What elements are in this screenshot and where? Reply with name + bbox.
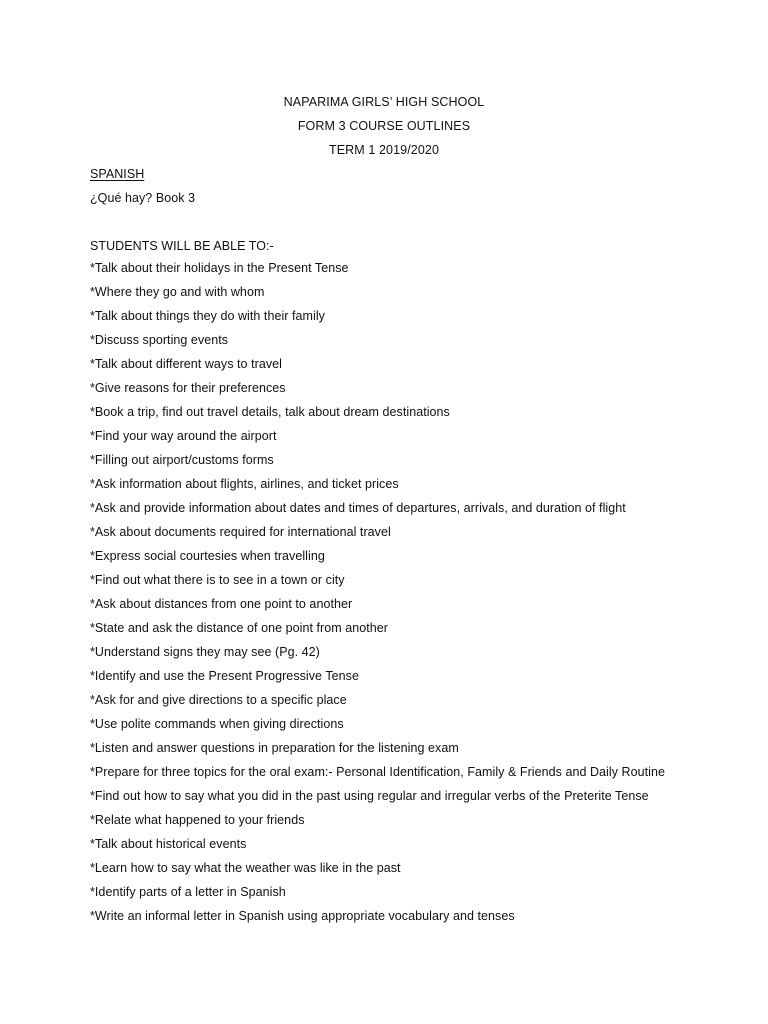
textbook-title: ¿Qué hay? Book 3 — [90, 191, 196, 205]
objective-item: *Find your way around the airport — [90, 429, 277, 443]
objective-item: *Express social courtesies when travelling — [90, 549, 325, 563]
objective-item: *Find out how to say what you did in the past using regular and irregular verbs of the Preterite Tense — [90, 789, 649, 803]
school-name: NAPARIMA GIRLS’ HIGH SCHOOL — [283, 95, 485, 109]
objective-item: *Ask for and give directions to a specific place — [90, 693, 347, 707]
objective-item: *Identify parts of a letter in Spanish — [90, 885, 286, 899]
course-outline-title: FORM 3 COURSE OUTLINES — [297, 119, 471, 133]
objective-item: *State and ask the distance of one point from another — [90, 621, 388, 635]
term-label: TERM 1 2019/2020 — [329, 143, 439, 157]
objective-item: *Find out what there is to see in a town or city — [90, 573, 345, 587]
objective-item: *Relate what happened to your friends — [90, 813, 305, 827]
objective-item: *Talk about historical events — [90, 837, 247, 851]
objective-item: *Talk about different ways to travel — [90, 357, 282, 371]
objective-item: *Ask information about flights, airlines, and ticket prices — [90, 477, 399, 491]
objective-item: *Ask about distances from one point to another — [90, 597, 353, 611]
objectives-heading: STUDENTS WILL BE ABLE TO:- — [90, 239, 274, 253]
objective-item: *Talk about their holidays in the Present Tense — [90, 261, 349, 275]
objective-item: *Give reasons for their preferences — [90, 381, 286, 395]
objective-item: *Prepare for three topics for the oral exam:- Personal Identification, Family & Friends and Daily Routine — [90, 765, 665, 779]
objective-item: *Use polite commands when giving directions — [90, 717, 344, 731]
objective-item: *Write an informal letter in Spanish using appropriate vocabulary and tenses — [90, 909, 515, 923]
objective-item: *Ask about documents required for international travel — [90, 525, 391, 539]
objective-item: *Talk about things they do with their family — [90, 309, 325, 323]
objective-item: *Book a trip, find out travel details, talk about dream destinations — [90, 405, 450, 419]
objective-item: *Discuss sporting events — [90, 333, 229, 347]
objective-item: *Where they go and with whom — [90, 285, 265, 299]
objectives-list — [90, 260, 665, 932]
objective-item: *Identify and use the Present Progressive Tense — [90, 669, 359, 683]
objective-item: *Understand signs they may see (Pg. 42) — [90, 645, 320, 659]
objective-item: *Listen and answer questions in preparation for the listening exam — [90, 741, 459, 755]
objective-item: *Learn how to say what the weather was like in the past — [90, 861, 401, 875]
subject-heading: SPANISH — [90, 167, 145, 181]
objective-item: *Ask and provide information about dates and times of departures, arrivals, and duration of flight — [90, 501, 626, 515]
objective-item: *Filling out airport/customs forms — [90, 453, 274, 467]
